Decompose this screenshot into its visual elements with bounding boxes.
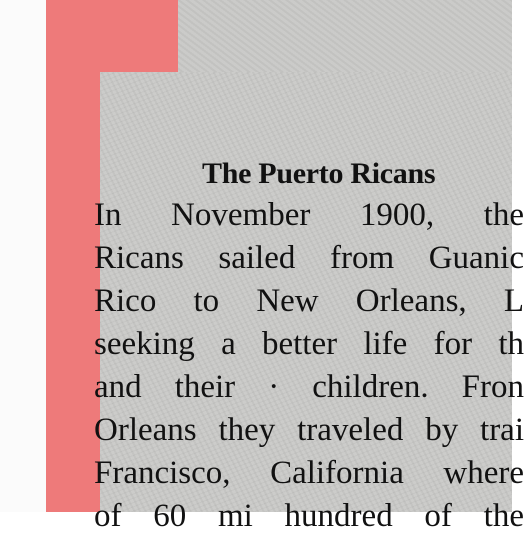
article-line: Ricans sailed from Guanic <box>94 240 524 276</box>
article-line: and their · children. Fron <box>94 369 524 405</box>
article-line: of 60 mi hundred of the <box>94 498 524 534</box>
article-line: Francisco, California where <box>94 455 524 491</box>
article-line: seeking a better life for th <box>94 326 524 362</box>
article-line: In November 1900, the <box>94 197 524 233</box>
article-line: Orleans they traveled by trai <box>94 412 524 448</box>
white-margin <box>0 0 46 512</box>
article-body <box>94 158 524 538</box>
article-line: Rico to New Orleans, L <box>94 283 524 319</box>
top-newspaper-clipping <box>178 0 512 76</box>
article-title: The Puerto Ricans <box>202 157 436 190</box>
newspaper-clipping <box>94 72 524 534</box>
